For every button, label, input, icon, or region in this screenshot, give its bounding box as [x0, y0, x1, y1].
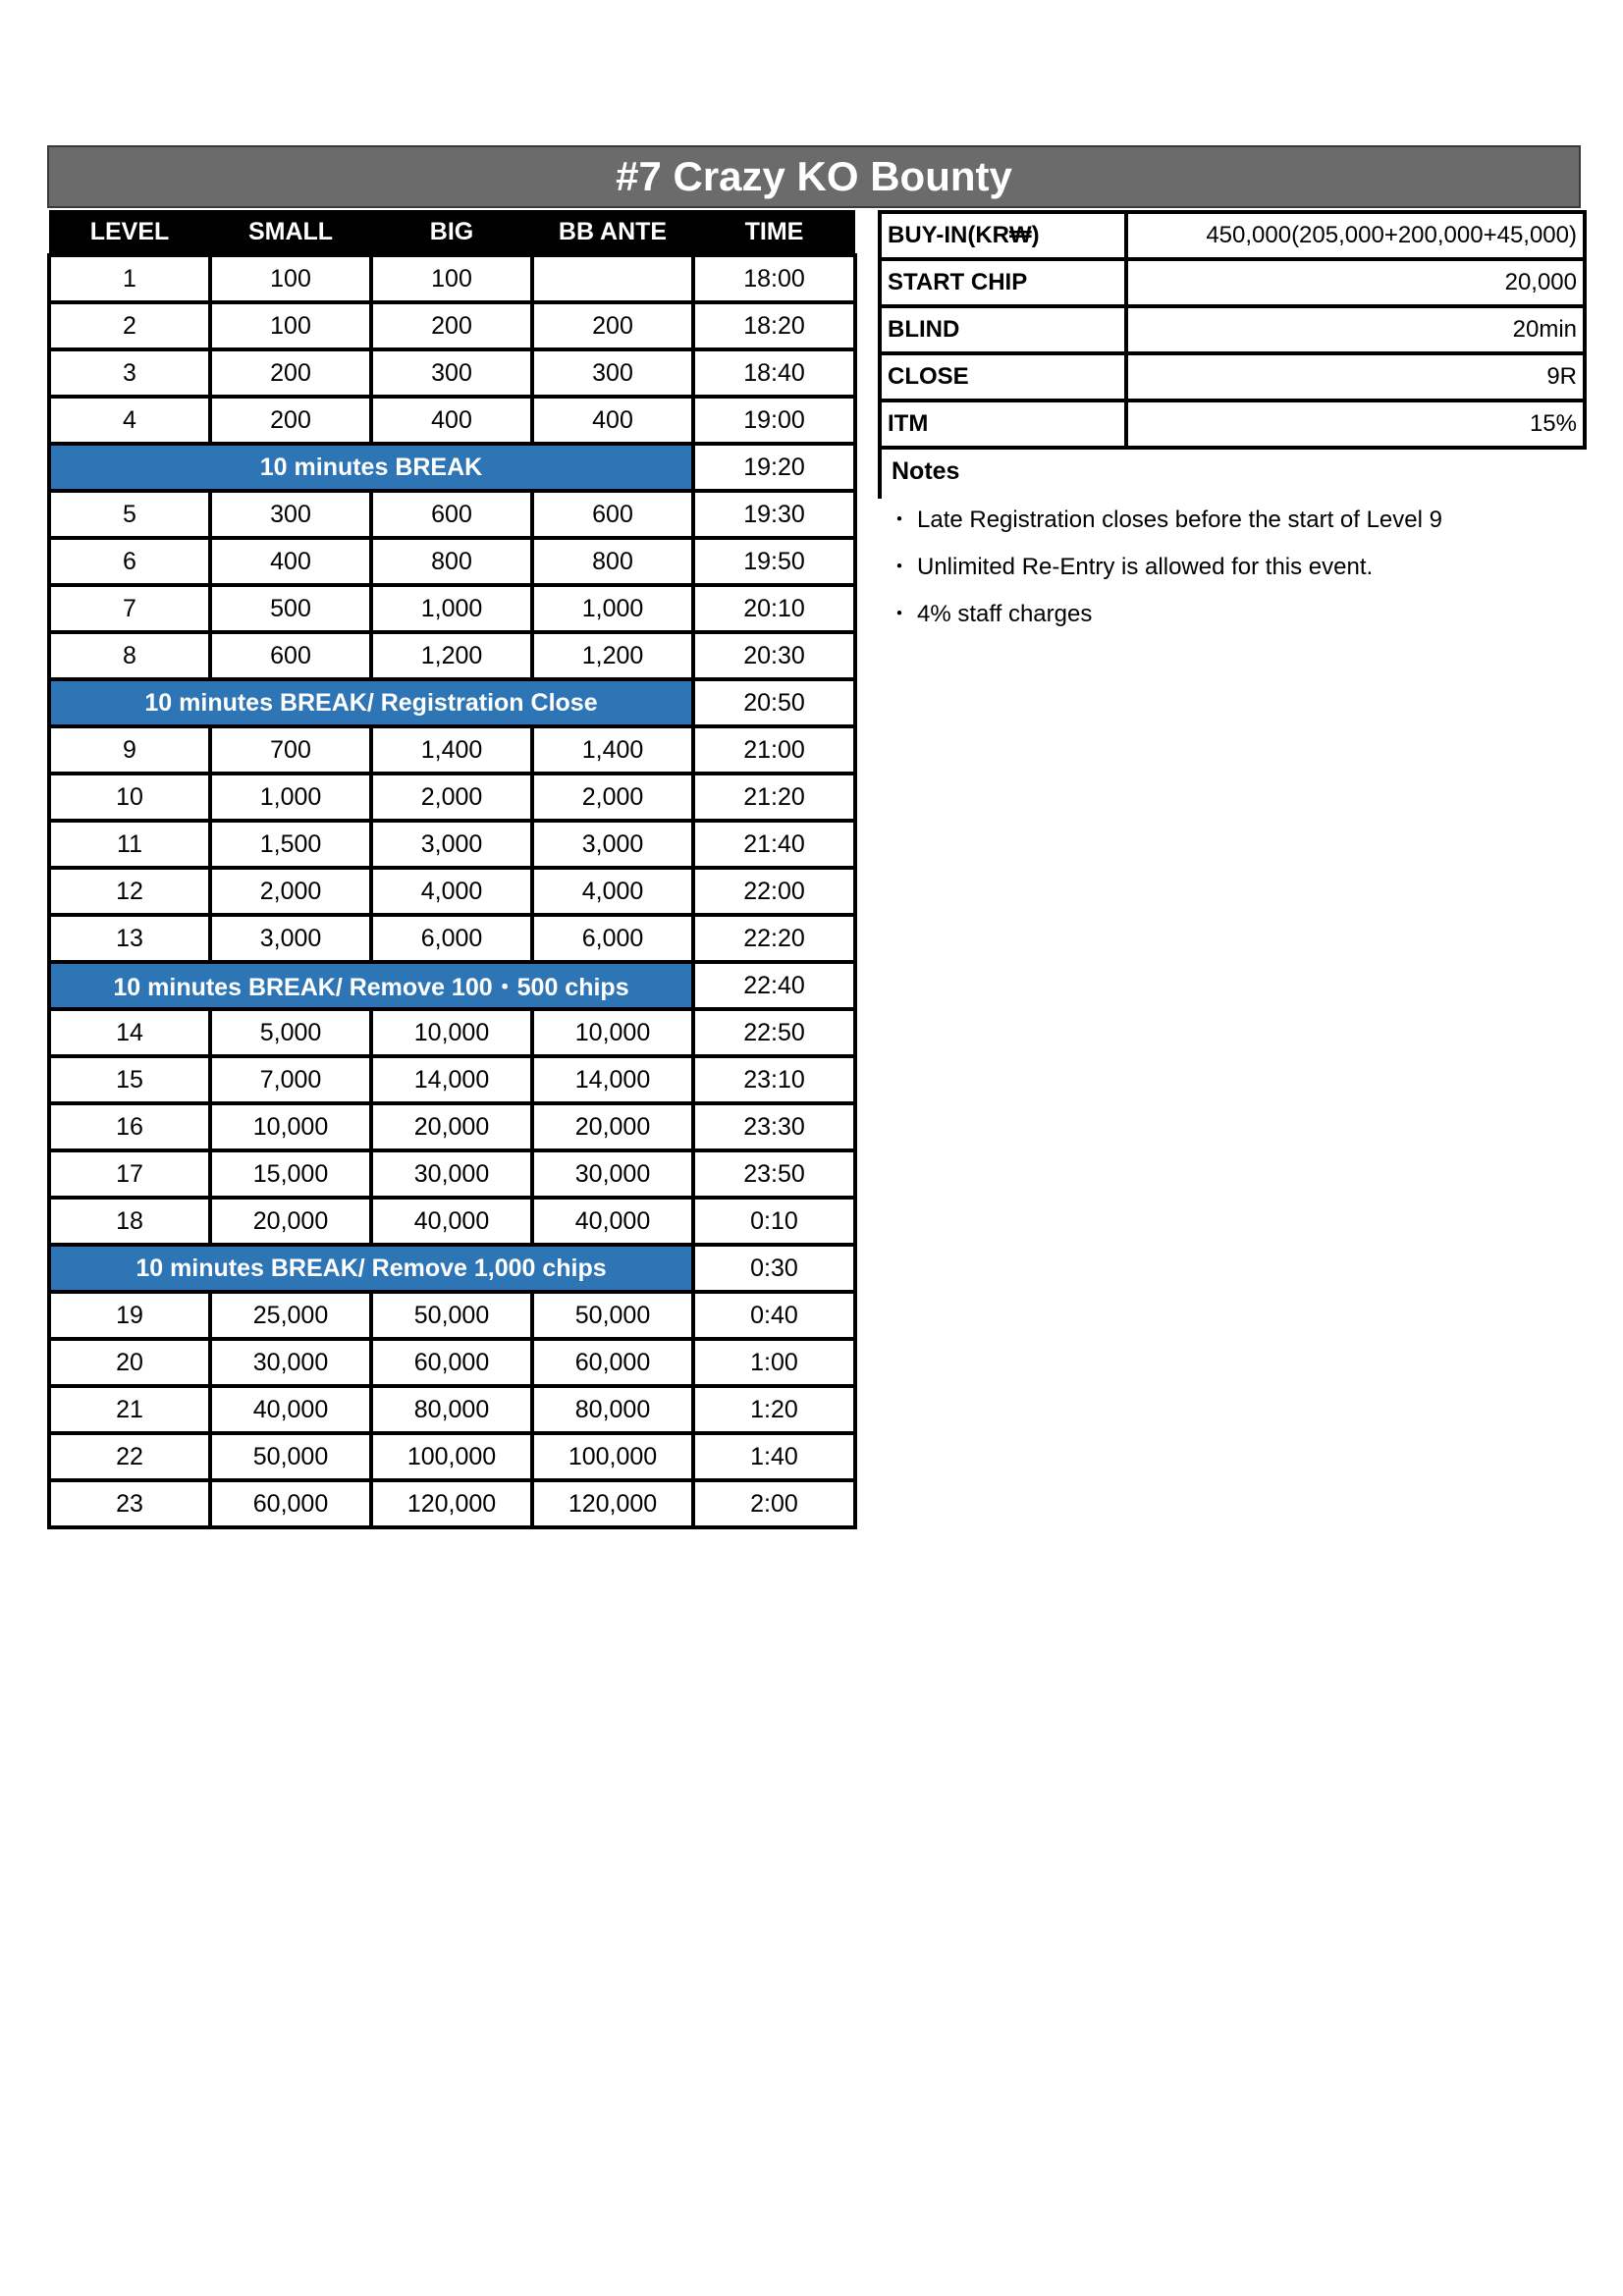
cell-big: 80,000	[371, 1386, 532, 1433]
tournament-info-table	[878, 210, 1587, 450]
cell-ante: 300	[532, 349, 693, 397]
cell-level: 3	[49, 349, 210, 397]
cell-small: 60,000	[210, 1480, 371, 1527]
cell-big: 100,000	[371, 1433, 532, 1480]
cell-small: 15,000	[210, 1150, 371, 1198]
cell-level: 18	[49, 1198, 210, 1245]
cell-big: 20,000	[371, 1103, 532, 1150]
cell-big: 1,200	[371, 632, 532, 679]
level-row	[49, 1292, 855, 1339]
level-row	[49, 302, 855, 349]
cell-time: 0:10	[693, 1198, 855, 1245]
cell-ante: 80,000	[532, 1386, 693, 1433]
cell-big: 800	[371, 538, 532, 585]
level-row	[49, 1339, 855, 1386]
info-value: 9R	[1126, 353, 1585, 400]
notes-header	[878, 448, 1271, 499]
break-label: 10 minutes BREAK	[49, 444, 693, 491]
cell-ante: 40,000	[532, 1198, 693, 1245]
table-header-row	[49, 210, 855, 255]
level-row	[49, 868, 855, 915]
cell-time: 1:20	[693, 1386, 855, 1433]
cell-small: 7,000	[210, 1056, 371, 1103]
cell-ante: 2,000	[532, 774, 693, 821]
cell-ante: 50,000	[532, 1292, 693, 1339]
cell-level: 20	[49, 1339, 210, 1386]
cell-time: 22:00	[693, 868, 855, 915]
cell-level: 9	[49, 726, 210, 774]
cell-small: 100	[210, 302, 371, 349]
cell-time: 23:50	[693, 1150, 855, 1198]
cell-big: 1,000	[371, 585, 532, 632]
cell-time: 22:50	[693, 1009, 855, 1056]
info-label: ITM	[880, 400, 1126, 448]
cell-time: 20:10	[693, 585, 855, 632]
cell-big: 120,000	[371, 1480, 532, 1527]
column-header-bb-ante: BB ANTE	[532, 210, 693, 255]
cell-time: 0:40	[693, 1292, 855, 1339]
cell-big: 60,000	[371, 1339, 532, 1386]
break-row	[49, 962, 855, 1009]
bullet-icon: ・	[888, 507, 911, 533]
level-row	[49, 1150, 855, 1198]
cell-ante: 6,000	[532, 915, 693, 962]
cell-big: 50,000	[371, 1292, 532, 1339]
cell-time: 1:40	[693, 1433, 855, 1480]
cell-small: 3,000	[210, 915, 371, 962]
cell-small: 500	[210, 585, 371, 632]
cell-level: 21	[49, 1386, 210, 1433]
level-row	[49, 1433, 855, 1480]
cell-level: 23	[49, 1480, 210, 1527]
cell-big: 30,000	[371, 1150, 532, 1198]
cell-time: 21:00	[693, 726, 855, 774]
note-text: 4% staff charges	[917, 601, 1093, 627]
notes-list	[888, 503, 1442, 644]
cell-time: 23:30	[693, 1103, 855, 1150]
cell-small: 10,000	[210, 1103, 371, 1150]
info-value: 20min	[1126, 306, 1585, 353]
cell-ante: 1,000	[532, 585, 693, 632]
cell-ante: 400	[532, 397, 693, 444]
cell-small: 40,000	[210, 1386, 371, 1433]
level-row	[49, 1056, 855, 1103]
break-row	[49, 1245, 855, 1292]
cell-ante: 4,000	[532, 868, 693, 915]
break-row	[49, 679, 855, 726]
cell-time: 19:30	[693, 491, 855, 538]
cell-level: 4	[49, 397, 210, 444]
cell-small: 700	[210, 726, 371, 774]
level-row	[49, 915, 855, 962]
cell-ante: 200	[532, 302, 693, 349]
level-row	[49, 585, 855, 632]
cell-level: 7	[49, 585, 210, 632]
cell-big: 400	[371, 397, 532, 444]
cell-level: 17	[49, 1150, 210, 1198]
cell-big: 10,000	[371, 1009, 532, 1056]
cell-level: 8	[49, 632, 210, 679]
cell-big: 3,000	[371, 821, 532, 868]
cell-time: 18:20	[693, 302, 855, 349]
cell-big: 600	[371, 491, 532, 538]
cell-level: 19	[49, 1292, 210, 1339]
level-row	[49, 1198, 855, 1245]
column-header-level: LEVEL	[49, 210, 210, 255]
cell-small: 20,000	[210, 1198, 371, 1245]
cell-small: 2,000	[210, 868, 371, 915]
cell-level: 14	[49, 1009, 210, 1056]
break-label: 10 minutes BREAK/ Remove 1,000 chips	[49, 1245, 693, 1292]
info-row	[880, 259, 1585, 306]
cell-ante: 30,000	[532, 1150, 693, 1198]
break-time: 22:40	[693, 962, 855, 1009]
cell-ante: 800	[532, 538, 693, 585]
level-row	[49, 1009, 855, 1056]
page-title: #7 Crazy KO Bounty	[47, 145, 1581, 208]
cell-small: 100	[210, 255, 371, 302]
bullet-icon: ・	[888, 554, 911, 580]
cell-time: 1:00	[693, 1339, 855, 1386]
cell-time: 18:40	[693, 349, 855, 397]
cell-small: 1,000	[210, 774, 371, 821]
info-value: 15%	[1126, 400, 1585, 448]
note-item	[888, 503, 1442, 550]
level-row	[49, 1386, 855, 1433]
cell-big: 14,000	[371, 1056, 532, 1103]
cell-time: 19:50	[693, 538, 855, 585]
column-header-big: BIG	[371, 210, 532, 255]
cell-ante: 60,000	[532, 1339, 693, 1386]
bullet-icon: ・	[888, 601, 911, 627]
cell-time: 18:00	[693, 255, 855, 302]
info-label: START CHIP	[880, 259, 1126, 306]
cell-big: 40,000	[371, 1198, 532, 1245]
break-row	[49, 444, 855, 491]
break-time: 0:30	[693, 1245, 855, 1292]
level-row	[49, 726, 855, 774]
cell-big: 2,000	[371, 774, 532, 821]
cell-level: 15	[49, 1056, 210, 1103]
cell-time: 19:00	[693, 397, 855, 444]
cell-small: 30,000	[210, 1339, 371, 1386]
cell-level: 2	[49, 302, 210, 349]
cell-small: 200	[210, 397, 371, 444]
cell-level: 12	[49, 868, 210, 915]
cell-ante: 600	[532, 491, 693, 538]
info-value: 450,000(205,000+200,000+45,000)	[1126, 212, 1585, 259]
cell-small: 600	[210, 632, 371, 679]
level-row	[49, 774, 855, 821]
note-text: Unlimited Re-Entry is allowed for this event.	[917, 554, 1374, 580]
cell-ante: 3,000	[532, 821, 693, 868]
info-label: BLIND	[880, 306, 1126, 353]
cell-small: 300	[210, 491, 371, 538]
info-row	[880, 212, 1585, 259]
cell-ante: 20,000	[532, 1103, 693, 1150]
level-row	[49, 349, 855, 397]
cell-big: 1,400	[371, 726, 532, 774]
level-row	[49, 1103, 855, 1150]
break-label: 10 minutes BREAK/ Remove 100・500 chips	[49, 962, 693, 1009]
info-value: 20,000	[1126, 259, 1585, 306]
cell-small: 5,000	[210, 1009, 371, 1056]
level-row	[49, 538, 855, 585]
break-label: 10 minutes BREAK/ Registration Close	[49, 679, 693, 726]
cell-ante: 14,000	[532, 1056, 693, 1103]
cell-level: 5	[49, 491, 210, 538]
info-row	[880, 353, 1585, 400]
cell-time: 21:20	[693, 774, 855, 821]
cell-level: 10	[49, 774, 210, 821]
level-row	[49, 632, 855, 679]
column-header-time: TIME	[693, 210, 855, 255]
cell-time: 22:20	[693, 915, 855, 962]
cell-small: 1,500	[210, 821, 371, 868]
cell-big: 4,000	[371, 868, 532, 915]
note-text: Late Registration closes before the start of Level 9	[917, 507, 1442, 533]
cell-level: 1	[49, 255, 210, 302]
cell-small: 50,000	[210, 1433, 371, 1480]
cell-ante: 120,000	[532, 1480, 693, 1527]
level-row	[49, 255, 855, 302]
cell-small: 25,000	[210, 1292, 371, 1339]
cell-big: 200	[371, 302, 532, 349]
info-label: BUY-IN(KR₩)	[880, 212, 1126, 259]
note-item	[888, 597, 1442, 644]
level-row	[49, 1480, 855, 1527]
break-time: 20:50	[693, 679, 855, 726]
cell-level: 6	[49, 538, 210, 585]
blind-structure-table	[47, 210, 857, 1529]
cell-small: 400	[210, 538, 371, 585]
cell-level: 13	[49, 915, 210, 962]
break-time: 19:20	[693, 444, 855, 491]
cell-time: 2:00	[693, 1480, 855, 1527]
cell-time: 21:40	[693, 821, 855, 868]
cell-level: 11	[49, 821, 210, 868]
notes-label: Notes	[892, 457, 960, 485]
level-row	[49, 821, 855, 868]
cell-ante: 1,200	[532, 632, 693, 679]
info-row	[880, 306, 1585, 353]
cell-level: 22	[49, 1433, 210, 1480]
cell-time: 20:30	[693, 632, 855, 679]
cell-ante: 10,000	[532, 1009, 693, 1056]
cell-big: 100	[371, 255, 532, 302]
cell-ante	[532, 255, 693, 302]
cell-big: 300	[371, 349, 532, 397]
column-header-small: SMALL	[210, 210, 371, 255]
cell-big: 6,000	[371, 915, 532, 962]
cell-ante: 100,000	[532, 1433, 693, 1480]
note-item	[888, 550, 1442, 597]
cell-ante: 1,400	[532, 726, 693, 774]
info-row	[880, 400, 1585, 448]
info-label: CLOSE	[880, 353, 1126, 400]
cell-small: 200	[210, 349, 371, 397]
level-row	[49, 397, 855, 444]
cell-time: 23:10	[693, 1056, 855, 1103]
level-row	[49, 491, 855, 538]
cell-level: 16	[49, 1103, 210, 1150]
